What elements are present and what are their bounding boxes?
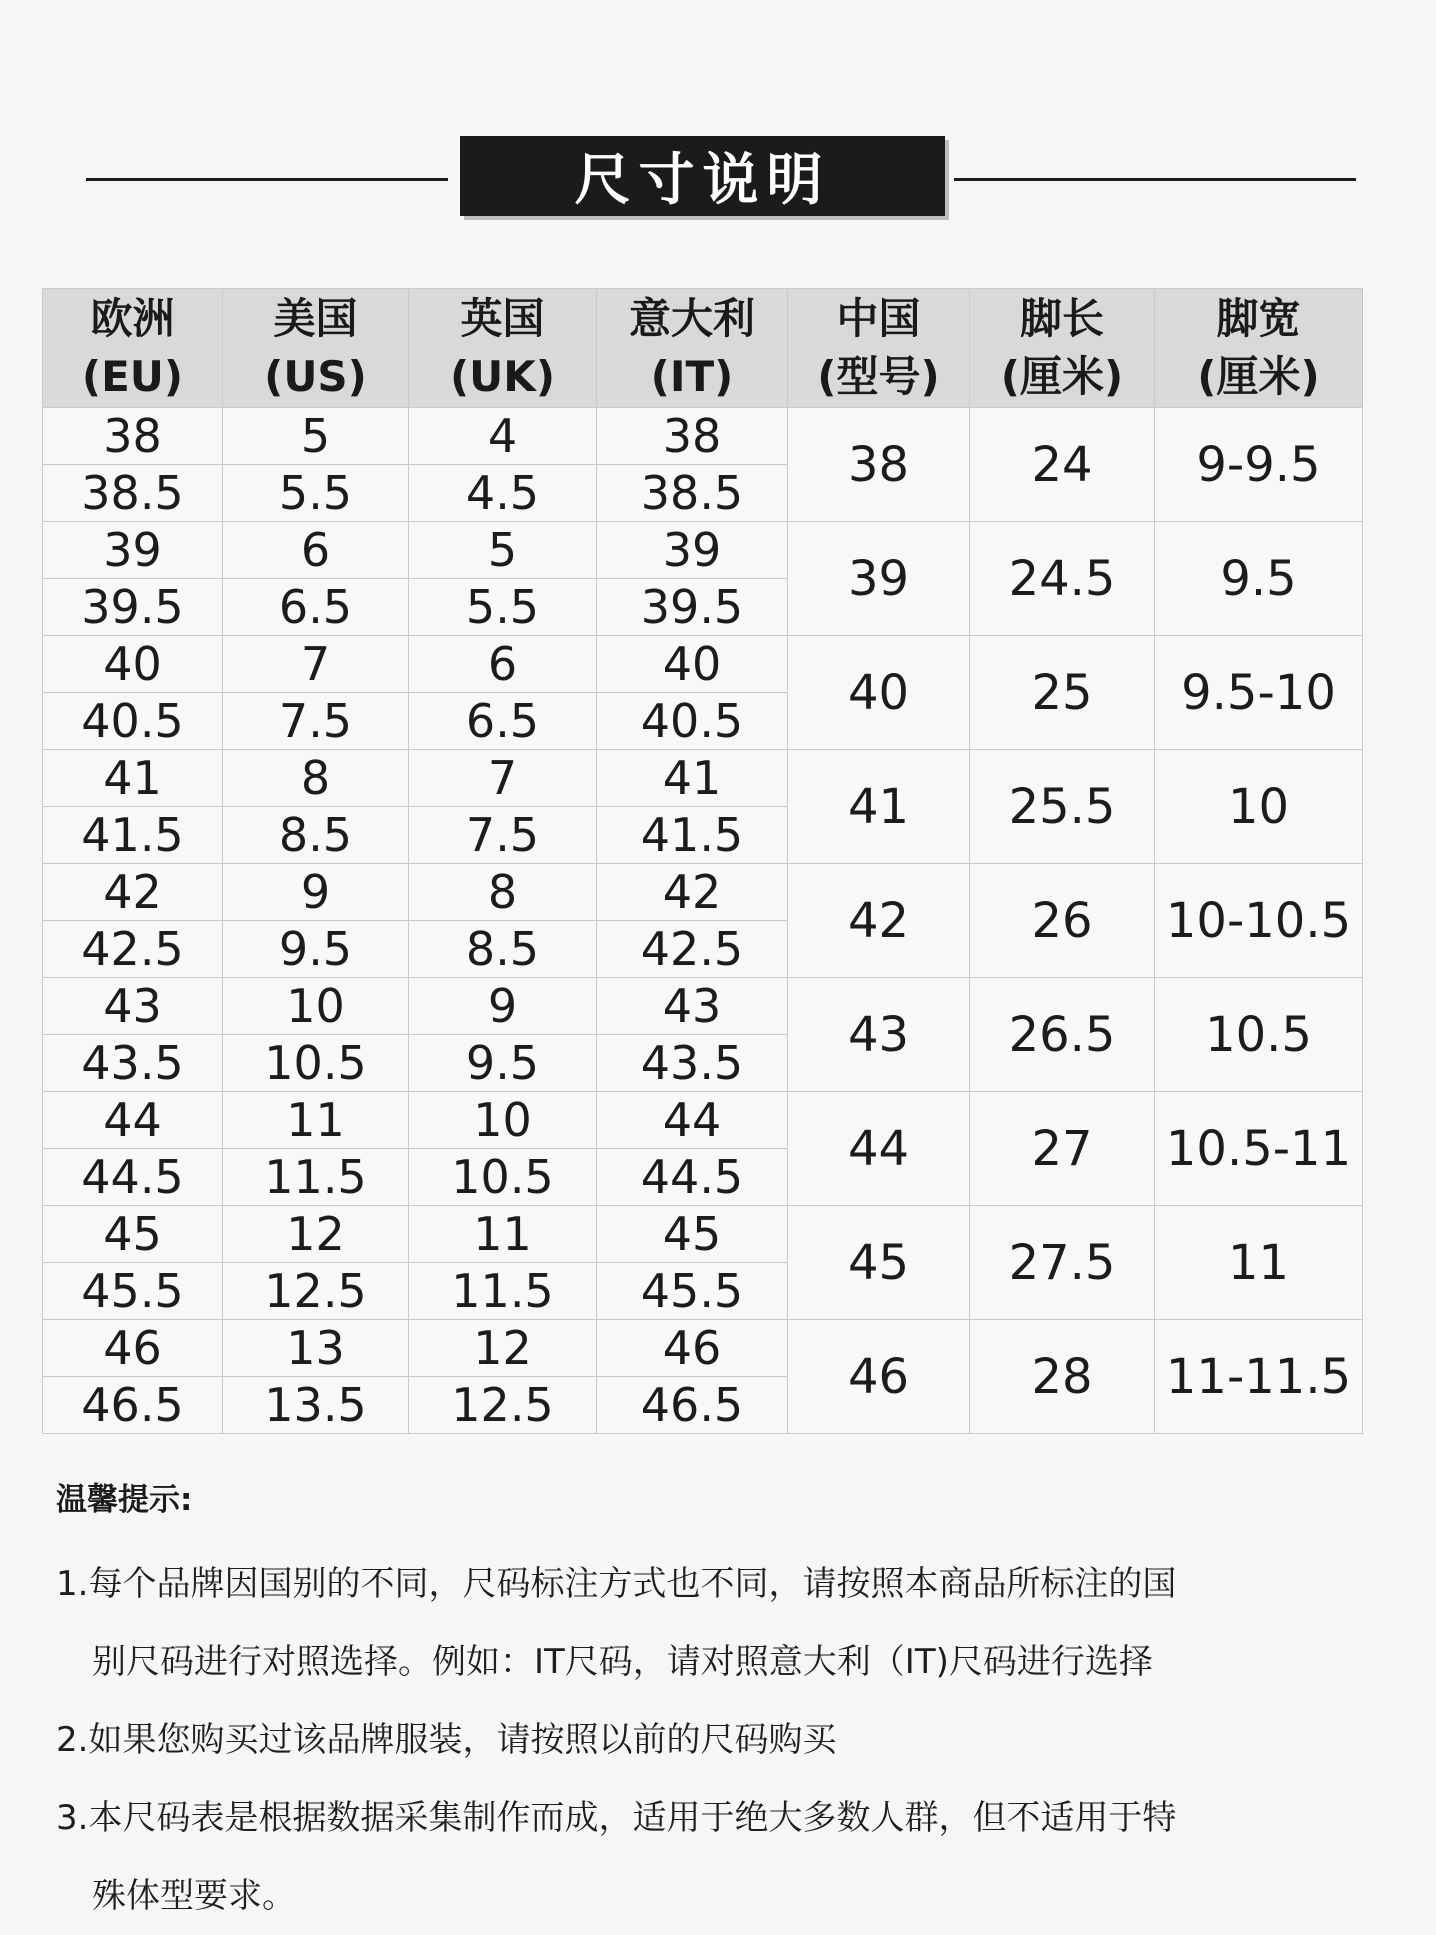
size-cell: 5.5 [223,465,409,522]
size-cell: 45.5 [43,1263,223,1320]
tip-item [56,1701,1386,1779]
foot-length-cell: 27 [970,1092,1155,1206]
size-cell: 7.5 [409,807,597,864]
column-header-unit: (UK) [449,352,556,401]
foot-width-cell: 10 [1155,750,1363,864]
size-cell: 41 [43,750,223,807]
tip-text: 3.本尺码表是根据数据采集制作而成，适用于绝大多数人群，但不适用于特 [56,1798,1177,1838]
table-row [43,750,1363,807]
foot-width-cell: 11-11.5 [1155,1320,1363,1434]
table-row [43,864,1363,921]
tips-list [56,1545,1386,1935]
table-row [43,1320,1363,1377]
size-cell: 41.5 [597,807,788,864]
size-cell: 10 [409,1092,597,1149]
page-title: 尺寸说明 [460,136,945,216]
title-section [0,136,1436,216]
size-cell: 7 [409,750,597,807]
column-header-name: 美国 [273,294,358,343]
size-cell: 46.5 [597,1377,788,1434]
size-cell: 7 [223,636,409,693]
foot-length-cell: 28 [970,1320,1155,1434]
size-cell: 44 [597,1092,788,1149]
size-cell: 11.5 [223,1149,409,1206]
tip-item [56,1779,1386,1935]
cn-size-cell: 45 [788,1206,970,1320]
column-header-name: 脚长 [1019,294,1104,343]
size-cell: 11 [223,1092,409,1149]
size-cell: 8 [223,750,409,807]
size-cell: 42.5 [597,921,788,978]
size-cell: 11.5 [409,1263,597,1320]
size-cell: 9.5 [223,921,409,978]
size-cell: 12 [223,1206,409,1263]
size-cell: 12.5 [223,1263,409,1320]
size-cell: 43.5 [597,1035,788,1092]
table-row [43,1206,1363,1263]
column-header [223,289,409,408]
size-cell: 12.5 [409,1377,597,1434]
size-chart-table [42,288,1363,1434]
size-cell: 5.5 [409,579,597,636]
size-cell: 8 [409,864,597,921]
size-cell: 10.5 [223,1035,409,1092]
foot-length-cell: 25.5 [970,750,1155,864]
size-cell: 8.5 [223,807,409,864]
foot-width-cell: 10.5 [1155,978,1363,1092]
column-header [43,289,223,408]
cn-size-cell: 39 [788,522,970,636]
size-cell: 38 [43,408,223,465]
tips-section [56,1474,1386,1935]
size-cell: 44.5 [43,1149,223,1206]
column-header [597,289,788,408]
table-row [43,408,1363,465]
cn-size-cell: 38 [788,408,970,522]
size-cell: 6 [223,522,409,579]
column-header-unit: (IT) [650,352,734,401]
size-cell: 43 [43,978,223,1035]
column-header-unit: (厘米) [1000,352,1124,401]
column-header-name: 欧洲 [90,294,175,343]
size-cell: 9 [409,978,597,1035]
size-cell: 43.5 [43,1035,223,1092]
foot-length-cell: 24 [970,408,1155,522]
foot-length-cell: 24.5 [970,522,1155,636]
size-cell: 45 [43,1206,223,1263]
size-cell: 40 [43,636,223,693]
size-cell: 13.5 [223,1377,409,1434]
size-cell: 45.5 [597,1263,788,1320]
foot-width-cell: 9.5 [1155,522,1363,636]
size-cell: 46 [597,1320,788,1377]
foot-width-cell: 9-9.5 [1155,408,1363,522]
size-chart-body [43,408,1363,1434]
size-cell: 13 [223,1320,409,1377]
size-cell: 5 [223,408,409,465]
size-cell: 8.5 [409,921,597,978]
size-cell: 46.5 [43,1377,223,1434]
column-header-unit: (US) [264,352,367,401]
tips-title: 温馨提示: [56,1482,193,1518]
tip-text-continued: 别尺码进行对照选择。例如：IT尺码，请对照意大利（IT)尺码进行选择 [92,1642,1153,1682]
size-cell: 41.5 [43,807,223,864]
column-header [970,289,1155,408]
column-header-unit: (厘米) [1197,352,1320,401]
foot-width-cell: 10.5-11 [1155,1092,1363,1206]
cn-size-cell: 40 [788,636,970,750]
tip-text-continued: 殊体型要求。 [92,1876,296,1916]
size-cell: 4.5 [409,465,597,522]
foot-length-cell: 25 [970,636,1155,750]
foot-length-cell: 26.5 [970,978,1155,1092]
size-cell: 46 [43,1320,223,1377]
column-header-name: 中国 [836,294,921,343]
size-cell: 39.5 [43,579,223,636]
table-row [43,978,1363,1035]
size-cell: 40 [597,636,788,693]
header-row [43,289,1363,408]
column-header [1155,289,1363,408]
size-cell: 39.5 [597,579,788,636]
tip-item [56,1545,1386,1701]
column-header-name: 英国 [460,294,545,343]
size-cell: 12 [409,1320,597,1377]
title-divider-left [86,178,448,181]
size-cell: 10.5 [409,1149,597,1206]
size-cell: 10 [223,978,409,1035]
cn-size-cell: 41 [788,750,970,864]
tip-text: 2.如果您购买过该品牌服装，请按照以前的尺码购买 [56,1720,837,1760]
size-cell: 38.5 [43,465,223,522]
size-cell: 44 [43,1092,223,1149]
foot-width-cell: 10-10.5 [1155,864,1363,978]
size-cell: 39 [597,522,788,579]
size-cell: 42 [43,864,223,921]
column-header-name: 脚宽 [1216,294,1301,343]
size-cell: 38 [597,408,788,465]
size-cell: 6.5 [223,579,409,636]
column-header-unit: (EU) [81,352,184,401]
size-cell: 41 [597,750,788,807]
tip-text: 1.每个品牌因国别的不同，尺码标注方式也不同，请按照本商品所标注的国 [56,1564,1177,1604]
table-row [43,522,1363,579]
size-chart-header [43,289,1363,408]
size-cell: 40.5 [43,693,223,750]
size-cell: 7.5 [223,693,409,750]
foot-width-cell: 11 [1155,1206,1363,1320]
size-cell: 9 [223,864,409,921]
size-cell: 39 [43,522,223,579]
size-cell: 6 [409,636,597,693]
size-cell: 38.5 [597,465,788,522]
column-header-name: 意大利 [628,294,755,343]
size-cell: 4 [409,408,597,465]
size-cell: 45 [597,1206,788,1263]
size-cell: 40.5 [597,693,788,750]
size-cell: 9.5 [409,1035,597,1092]
size-cell: 43 [597,978,788,1035]
cn-size-cell: 42 [788,864,970,978]
size-cell: 11 [409,1206,597,1263]
foot-length-cell: 26 [970,864,1155,978]
title-divider-right [954,178,1356,181]
size-cell: 6.5 [409,693,597,750]
size-cell: 5 [409,522,597,579]
cn-size-cell: 46 [788,1320,970,1434]
foot-length-cell: 27.5 [970,1206,1155,1320]
column-header-unit: (型号) [817,352,940,401]
table-row [43,636,1363,693]
size-cell: 44.5 [597,1149,788,1206]
size-cell: 42 [597,864,788,921]
column-header [409,289,597,408]
size-cell: 42.5 [43,921,223,978]
cn-size-cell: 43 [788,978,970,1092]
table-row [43,1092,1363,1149]
foot-width-cell: 9.5-10 [1155,636,1363,750]
cn-size-cell: 44 [788,1092,970,1206]
column-header [788,289,970,408]
